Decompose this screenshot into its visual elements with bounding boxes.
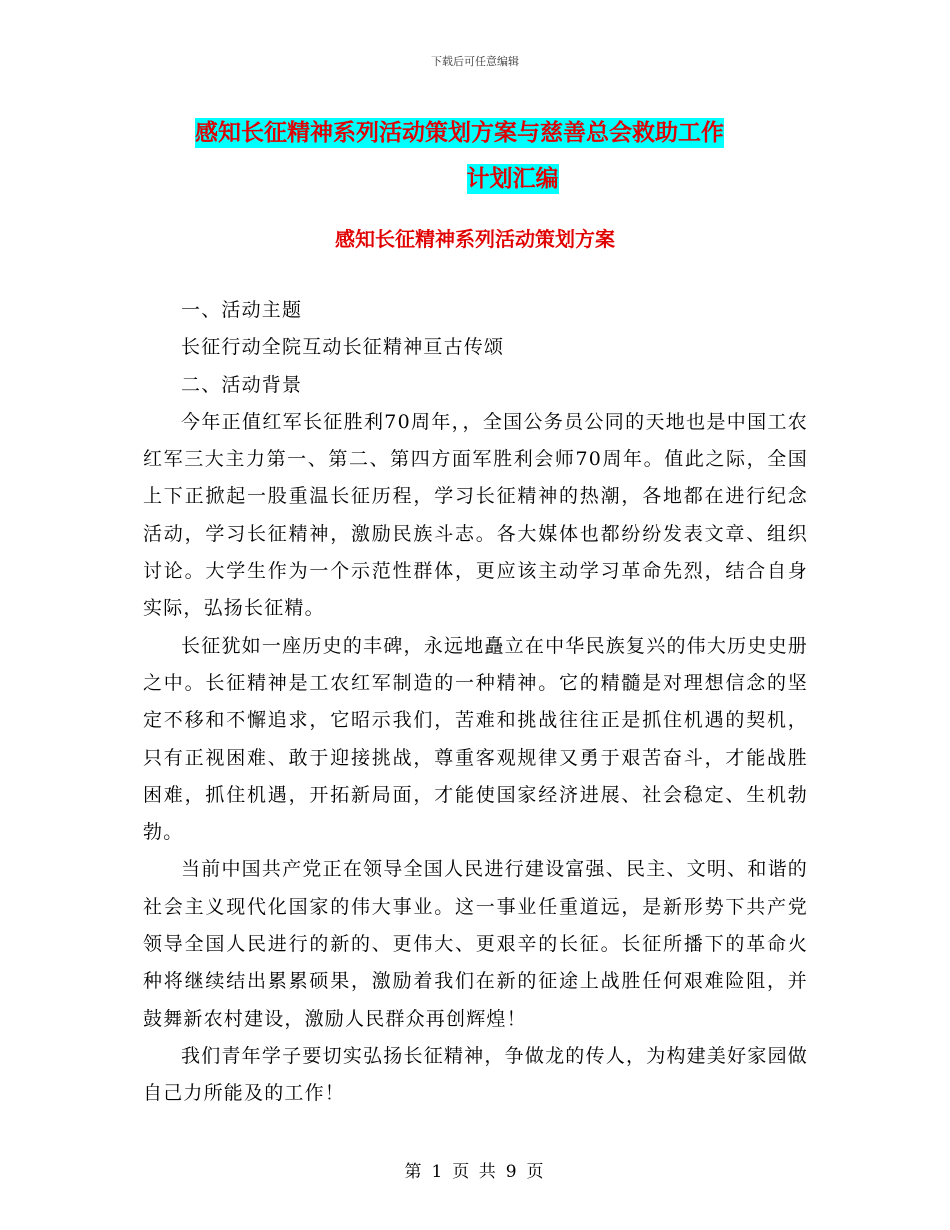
- heading-background: 二、活动背景: [181, 373, 303, 396]
- heading-theme: 一、活动主题: [181, 299, 303, 321]
- footer-prefix: 第: [404, 1162, 424, 1182]
- document-title: [150, 110, 850, 202]
- footer-total-pages: 9: [505, 1162, 519, 1182]
- footer-suffix: 页: [526, 1162, 546, 1182]
- paragraph: 今年正值红军长征胜利70周年，，全国公务员公同的天地也是中国工农红军三大主力第一、第二、第四方面军胜利会师70周年。值此之际，全国上下正掀起一股重温长征历程，学习长征精神的热潮，各地都在进行纪念活动，学习长征精神，激励民族斗志。各大媒体也都纷纷发表文章、组织讨论。大学生作为一个示范性群体，更应该主动学习革命先烈，结合自身实际，弘扬长征精。: [143, 410, 808, 620]
- title-line-1: 感知长征精神系列活动策划方案与慈善总会救助工作: [195, 120, 724, 146]
- document-body: [143, 292, 808, 1113]
- paragraph: 长征犹如一座历史的丰碑，永远地矗立在中华民族复兴的伟大历史史册之中。长征精神是工农红军制造的一种精神。它的精髓是对理想信念的坚定不移和不懈追求，它昭示我们，苦难和挑战往往正是抓住机遇的契机，只有正视困难、敢于迎接挑战，尊重客观规律又勇于艰苦奋斗，才能战胜困难，抓住机遇，开拓新局面，才能使国家经济进展、社会稳定、生机勃勃。: [143, 634, 808, 844]
- paragraph: 我们青年学子要切实弘扬长征精神，争做龙的传人，为构建美好家园做自己力所能及的工作！: [143, 1044, 808, 1105]
- page-footer: [0, 1157, 950, 1182]
- paragraph-theme: 长征行动全院互动长征精神亘古传颂: [181, 336, 505, 359]
- paragraph: 当前中国共产党正在领导全国人民进行建设富强、民主、文明、和谐的社会主义现代化国家的伟大事业。这一事业任重道远，是新形势下共产党领导全国人民进行的新的、更伟大、更艰辛的长征。长征所播下的革命火种将继续结出累累硕果，激励着我们在新的征途上战胜任何艰难险阻，并鼓舞新农村建设，激励人民群众再创辉煌！: [143, 858, 808, 1030]
- page-header: 下载后可任意编辑: [431, 55, 519, 68]
- section-title: 感知长征精神系列活动策划方案: [335, 227, 615, 251]
- title-line-2: 计划汇编: [466, 166, 559, 192]
- footer-page-number: 1: [431, 1162, 445, 1182]
- footer-mid: 页 共: [452, 1162, 498, 1182]
